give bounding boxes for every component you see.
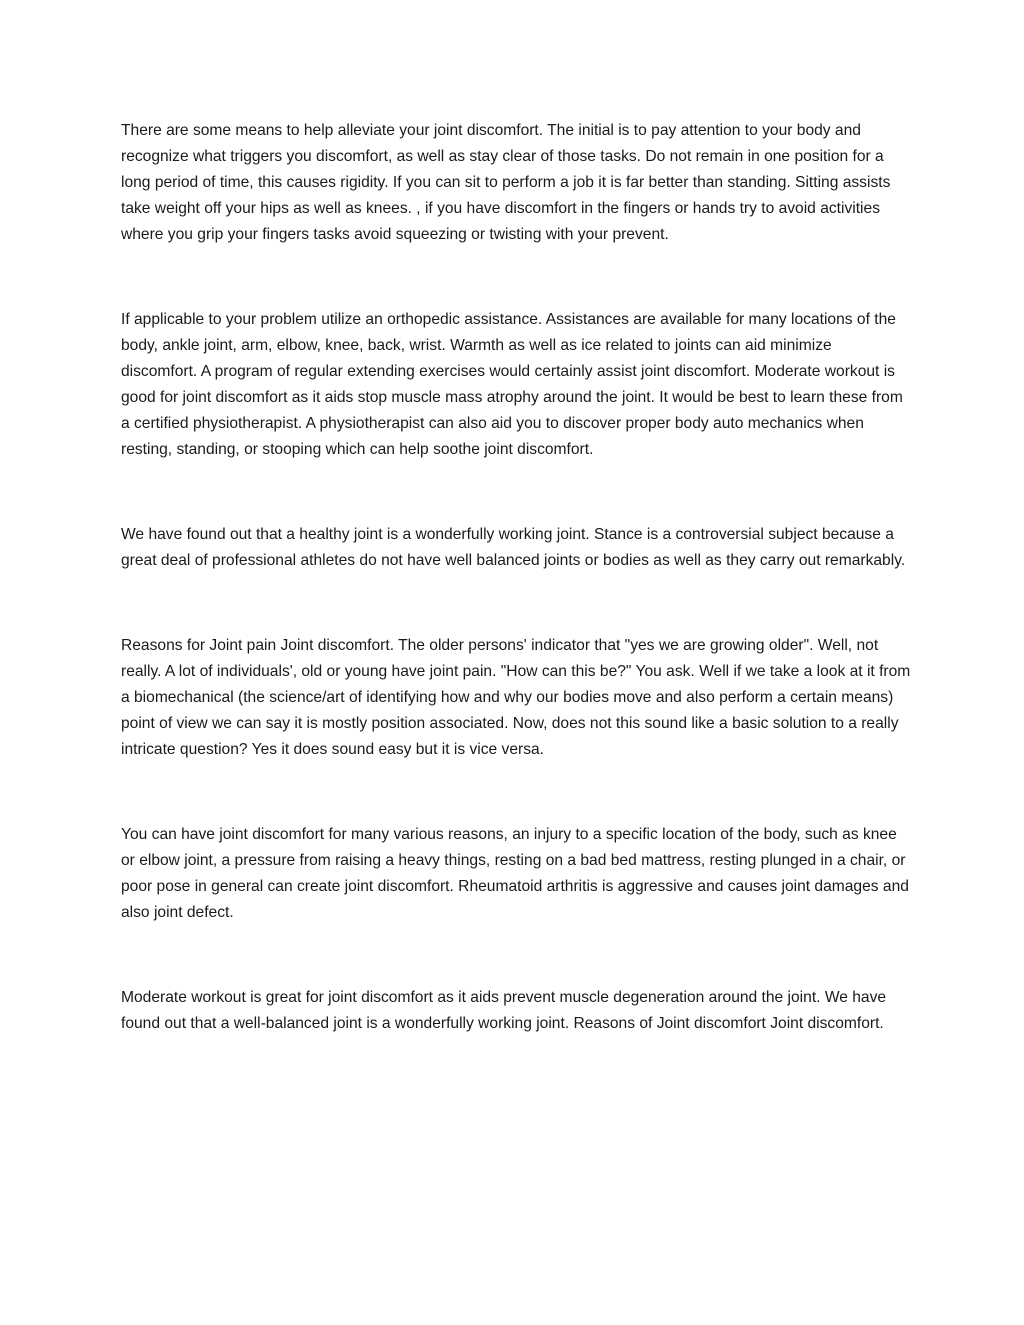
paragraph-spacer: [121, 763, 911, 822]
paragraph-spacer: [121, 248, 911, 307]
paragraph-3: We have found out that a healthy joint is a wonderfully working joint. Stance is a controversial subject because a great deal of professional athletes do not have well balanced joints or bodies as well as they carry out remarkably.: [121, 526, 906, 569]
paragraph-spacer: [121, 463, 911, 522]
document-body: [121, 118, 911, 1037]
paragraph-4: Reasons for Joint pain Joint discomfort. The older persons' indicator that "yes we are growing older". Well, not really. A lot of individuals', old or young have joint pain. "How can this be?" You ask. Well if we take a look at it from a biomechanical (the science/art of identifying how and why our bodies move and also perform a certain means) point of view we can say it is mostly position associated. Now, does not this sound like a basic solution to a really intricate question? Yes it does sound easy but it is vice versa.: [121, 637, 911, 758]
paragraph-spacer: [121, 574, 911, 633]
paragraph-spacer: [121, 926, 911, 985]
paragraph-1: There are some means to help alleviate your joint discomfort. The initial is to pay attention to your body and recognize what triggers you discomfort, as well as stay clear of those tasks. Do not remain in one position for a long period of time, this causes rigidity. If you can sit to perform a job it is far better than standing. Sitting assists take weight off your hips as well as knees. , if you have discomfort in the fingers or hands try to avoid activities where you grip your fingers tasks avoid squeezing or twisting with your prevent.: [121, 122, 891, 243]
paragraph-6: Moderate workout is great for joint discomfort as it aids prevent muscle degeneration around the joint. We have found out that a well-balanced joint is a wonderfully working joint. Reasons of Joint discomfort Joint discomfort.: [121, 989, 887, 1032]
paragraph-2: If applicable to your problem utilize an orthopedic assistance. Assistances are available for many locations of the body, ankle joint, arm, elbow, knee, back, wrist. Warmth as well as ice related to joints can aid minimize discomfort. A program of regular extending exercises would certainly assist joint discomfort. Moderate workout is good for joint discomfort as it aids stop muscle mass atrophy around the joint. It would be best to learn these from a certified physiotherapist. A physiotherapist can also aid you to discover proper body auto mechanics when resting, standing, or stooping which can help soothe joint discomfort.: [121, 311, 903, 458]
paragraph-5: You can have joint discomfort for many various reasons, an injury to a specific location of the body, such as knee or elbow joint, a pressure from raising a heavy things, resting on a bad bed mattress, resting plunged in a chair, or poor pose in general can create joint discomfort. Rheumatoid arthritis is aggressive and causes joint damages and also joint defect.: [121, 826, 909, 921]
